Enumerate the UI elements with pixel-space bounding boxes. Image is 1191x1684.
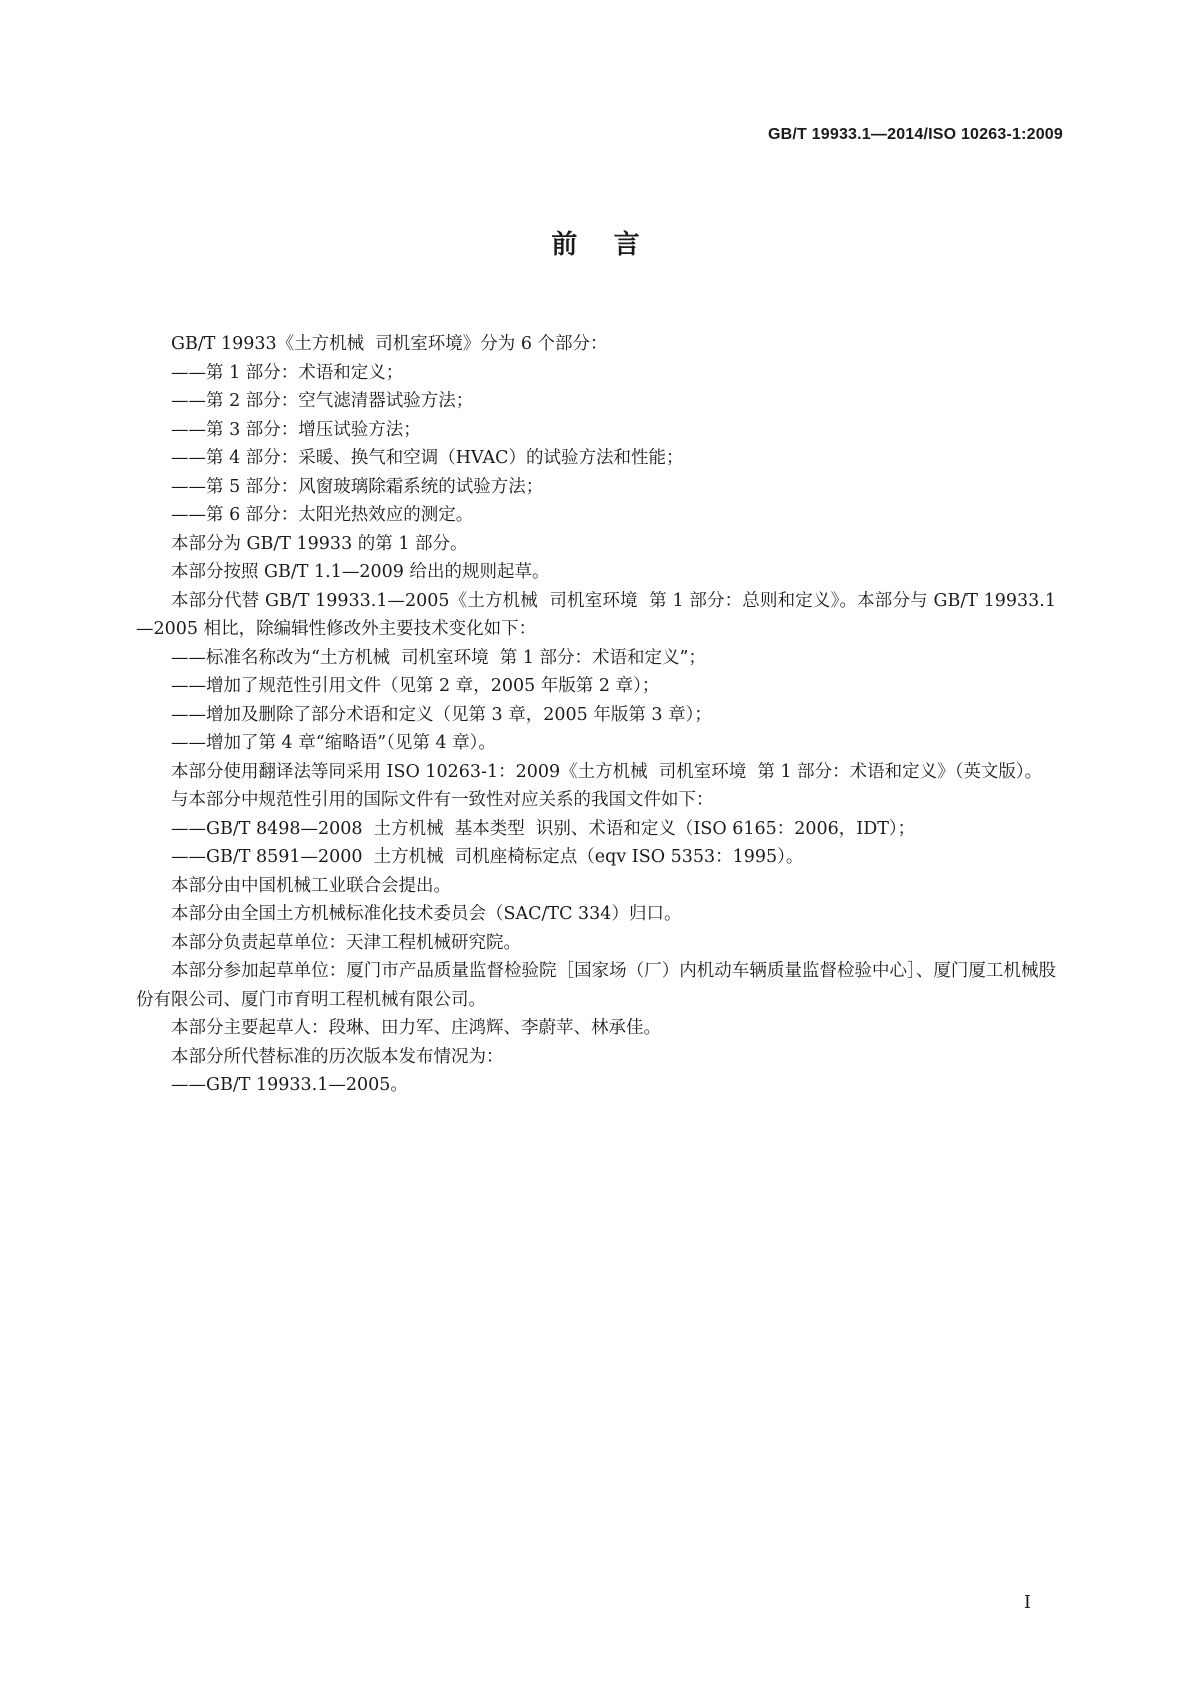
list-item-previous-version: ——GB/T 19933.1—2005。 — [171, 1075, 408, 1095]
list-item-change-3: ——增加及删除了部分术语和定义（见第 3 章，2005 年版第 3 章）； — [171, 704, 712, 725]
page-number: I — [1023, 1592, 1031, 1613]
list-item-doc-1: ——GB/T 8498—2008 土方机械 基本类型 识别、术语和定义（ISO 6165：2006，IDT）； — [171, 818, 916, 839]
paragraph-replacement: 本部分代替 GB/T 19933.1—2005《土方机械 司机室环境 第 1 部分：总则和定义》。本部分与 GB/T 19933.1—2005 相比，除编辑性修改外主要技术变化如下： — [136, 590, 1056, 639]
paragraph-parts-intro: GB/T 19933《土方机械 司机室环境》分为 6 个部分： — [171, 334, 608, 354]
list-item-part-2: ——第 2 部分：空气滤清器试验方法； — [171, 391, 474, 411]
paragraph-corresponding-docs: 与本部分中规范性引用的国际文件有一致性对应关系的我国文件如下： — [171, 790, 714, 810]
list-item-part-5: ——第 5 部分：风窗玻璃除霜系统的试验方法； — [171, 476, 544, 497]
page-title: 前 言 — [551, 230, 640, 260]
list-item-part-6: ——第 6 部分：太阳光热效应的测定。 — [171, 505, 474, 525]
paragraph-committee: 本部分由全国土方机械标准化技术委员会（SAC/TC 334）归口。 — [171, 904, 682, 924]
paragraph-part-scope: 本部分为 GB/T 19933 的第 1 部分。 — [171, 533, 468, 554]
paragraph-iso-adoption: 本部分使用翻译法等同采用 ISO 10263-1：2009《土方机械 司机室环境 第 1 部分：术语和定义》（英文版）。 — [171, 761, 1043, 782]
paragraph-proposer: 本部分由中国机械工业联合会提出。 — [171, 875, 451, 896]
paragraph-participating-drafters: 本部分参加起草单位：厦门市产品质量监督检验院［国家场（厂）内机动车辆质量监督检验中心］、厦门厦工机械股份有限公司、厦门市育明工程机械有限公司。 — [136, 961, 1056, 1010]
paragraph-lead-drafter: 本部分负责起草单位：天津工程机械研究院。 — [171, 932, 521, 953]
list-item-part-3: ——第 3 部分：增压试验方法； — [171, 419, 421, 440]
foreword-body — [136, 330, 1056, 1100]
standard-code-header: GB/T 19933.1—2014/ISO 10263-1:2009 — [768, 126, 1063, 143]
list-item-doc-2: ——GB/T 8591—2000 土方机械 司机座椅标定点（eqv ISO 5353：1995）。 — [171, 847, 804, 867]
list-item-part-1: ——第 1 部分：术语和定义； — [171, 362, 404, 383]
paragraph-drafting-rules: 本部分按照 GB/T 1.1—2009 给出的规则起草。 — [171, 562, 550, 582]
list-item-change-4: ——增加了第 4 章“缩略语”（见第 4 章）。 — [171, 733, 496, 753]
list-item-part-4: ——第 4 部分：采暖、换气和空调（HVAC）的试验方法和性能； — [171, 448, 684, 468]
paragraph-main-drafters: 本部分主要起草人：段琳、田力军、庄鸿辉、李蔚苹、林承佳。 — [171, 1018, 661, 1038]
paragraph-version-history: 本部分所代替标准的历次版本发布情况为： — [171, 1046, 504, 1067]
list-item-change-1: ——标准名称改为“土方机械 司机室环境 第 1 部分：术语和定义”； — [171, 647, 706, 668]
list-item-change-2: ——增加了规范性引用文件（见第 2 章，2005 年版第 2 章）； — [171, 676, 660, 696]
